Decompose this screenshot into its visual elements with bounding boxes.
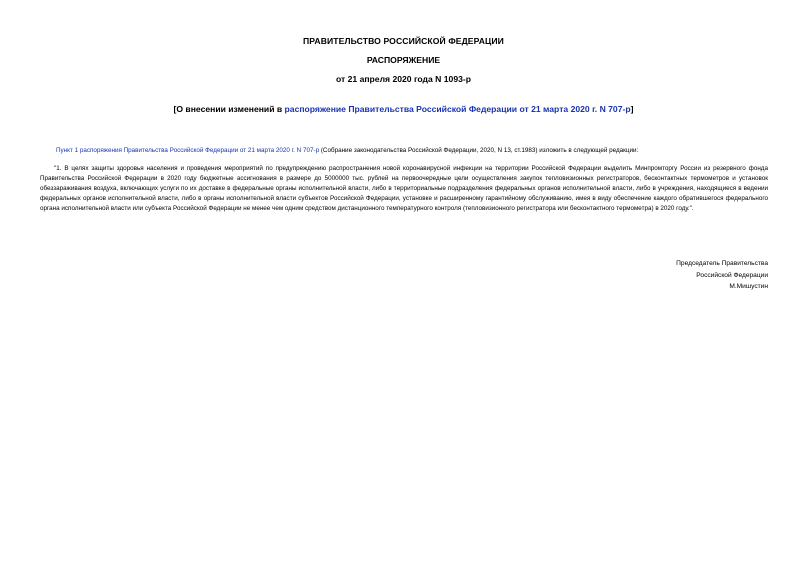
signature-block xyxy=(508,258,768,293)
amendment-text-paragraph: "1. В целях защиты здоровья населения и проведения мероприятий по предупреждению распространения новой коронавирусной инфекции на территории Российской Федерации выделить Минпромторгу России из резервного фонда Правительства Российской Федерации в 2020 году бюджетные ассигнования в размере до 5000000 тыс. рублей на первоочередные цели осуществления закупок тепловизионных регистраторов, бесконтактных термометров и установок обеззараживания воздуха, включающих услуги по их доставке в федеральные органы исполнительной власти, либо в территориальные подразделения федеральных органов исполнительной власти, либо в учреждения, находящиеся в ведении федеральных органов исполнительной власти, либо в органы исполнительной власти субъектов Российской Федерации, установке и расширенному гарантийному обслуживанию, имея в виду обеспечение каждого обратившегося федерального органа исполнительной власти или субъекта Российской Федерации не менее чем одним средством дистанционного температурного контроля (тепловизионного регистратора или бесконтактного термометра) в 2020 году.". xyxy=(40,165,768,212)
amendment-intro-text: (Собрание законодательства Российской Федерации, 2020, N 13, ст.1983) изложить в следующей редакции: xyxy=(319,147,639,154)
subtitle-close: ] xyxy=(630,104,634,114)
government-heading: ПРАВИТЕЛЬСТВО РОССИЙСКОЙ ФЕДЕРАЦИИ xyxy=(303,36,504,46)
signatory-title-country: Российской Федерации xyxy=(696,271,768,279)
amended-order-link[interactable]: распоряжение Правительства Российской Федерации от 21 марта 2020 г. N 707-р xyxy=(284,104,631,114)
subtitle-open: [О внесении изменений в xyxy=(173,104,285,114)
date-number-heading: от 21 апреля 2020 года N 1093-р xyxy=(336,74,471,84)
signatory-title: Председатель Правительства xyxy=(676,260,768,267)
document-type-heading: РАСПОРЯЖЕНИЕ xyxy=(366,55,441,65)
signatory-name: М.Мишустин xyxy=(729,283,768,290)
amendment-intro-paragraph xyxy=(56,146,771,155)
order-point-link[interactable]: Пункт 1 распоряжения Правительства Российской Федерации от 21 марта 2020 г. N 707-р xyxy=(56,147,320,154)
document-subtitle xyxy=(0,104,807,114)
